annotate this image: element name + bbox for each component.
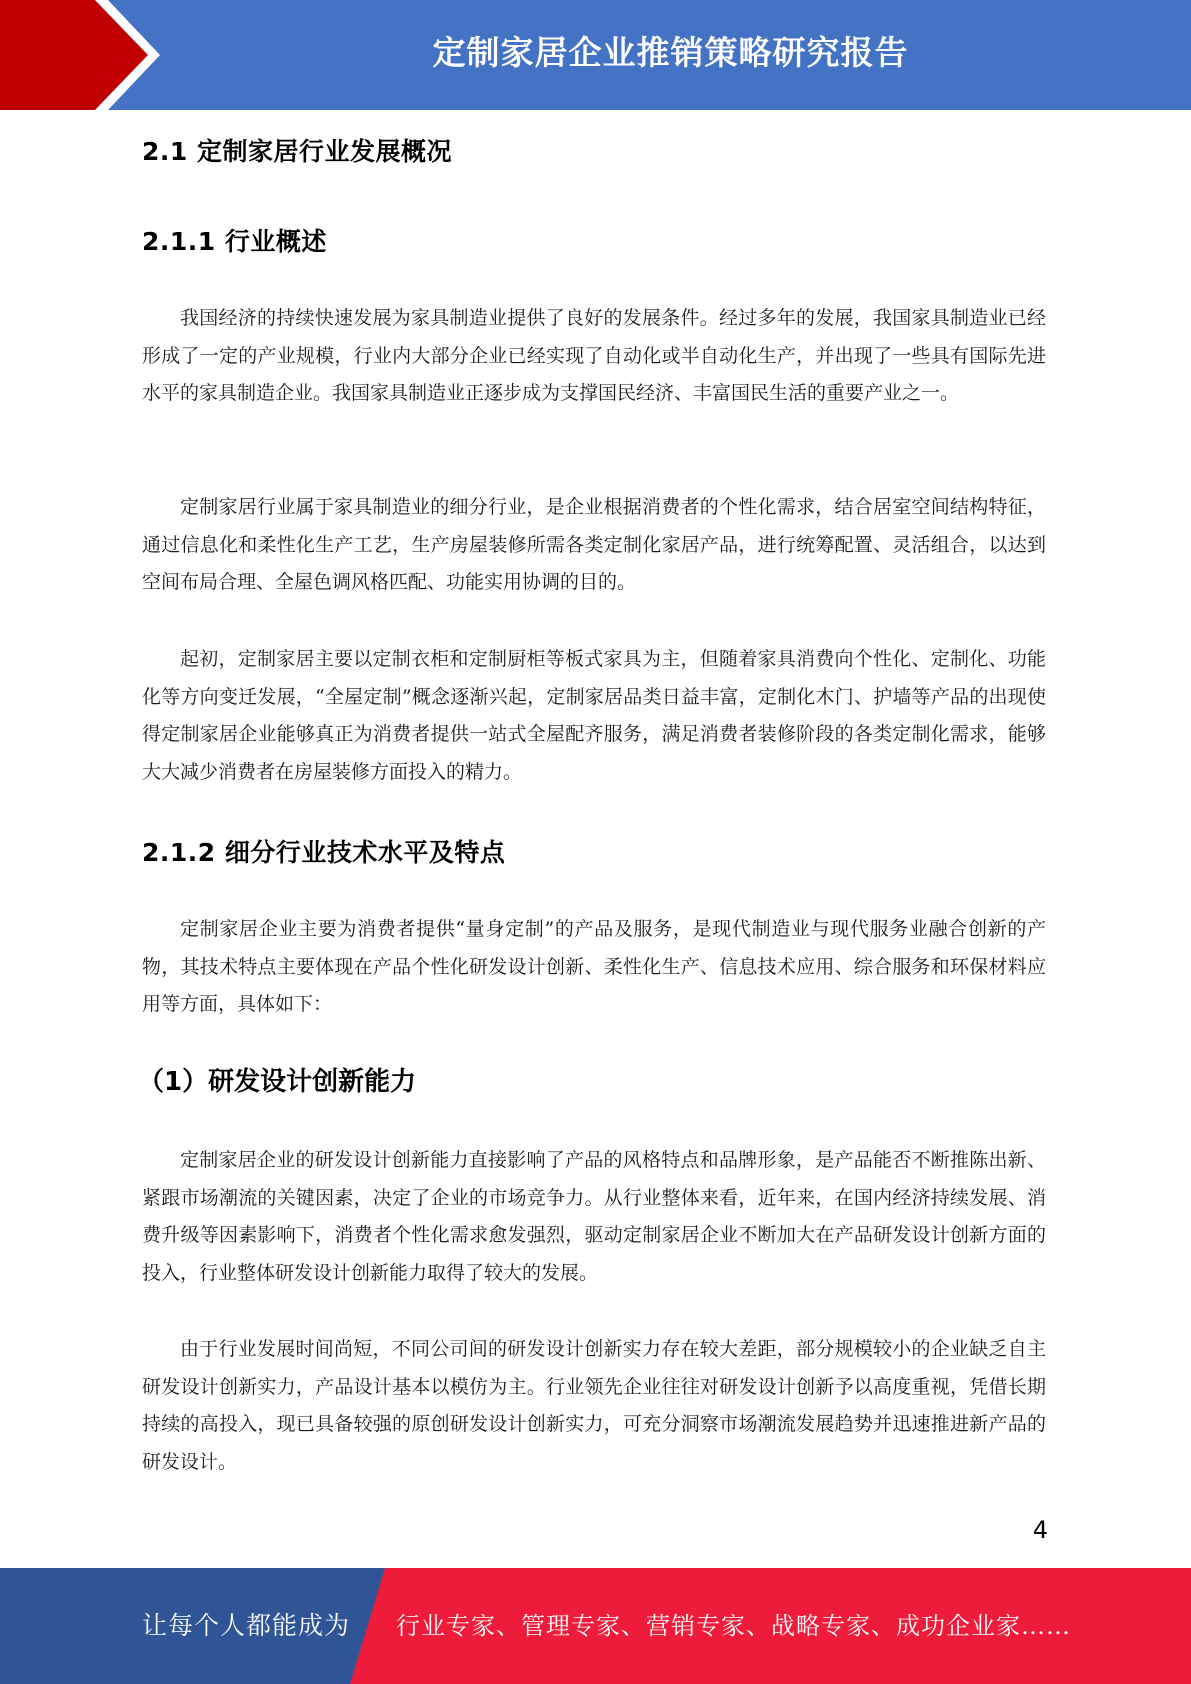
paragraph: 定制家居企业主要为消费者提供“量身定制”的产品及服务，是现代制造业与现代服务业融合创新的产物，其技术特点主要体现在产品个性化研发设计创新、柔性化生产、信息技术应用、综合服务和环保材料应用等方面，具体如下：	[142, 918, 1046, 1016]
footer-slogan-left: 让每个人都能成为	[142, 1611, 351, 1640]
paragraph: 由于行业发展时间尚短，不同公司间的研发设计创新实力存在较大差距，部分规模较小的企业缺乏自主研发设计创新实力，产品设计基本以模仿为主。行业领先企业往往对研发设计创新予以高度重视，凭借长期持续的高投入，现已具备较强的原创研发设计创新实力，可充分洞察市场潮流发展趋势并迅速推进新产品的研发设计。	[142, 1338, 1046, 1473]
subsection-heading-tech-level: 2.1.2 细分行业技术水平及特点	[142, 838, 506, 867]
header-red-arrow-icon	[0, 0, 160, 110]
subsection-heading-rd-innovation: （1）研发设计创新能力	[138, 1067, 417, 1097]
paragraph: 定制家居行业属于家具制造业的细分行业，是企业根据消费者的个性化需求，结合居室空间结构特征，通过信息化和柔性化生产工艺，生产房屋装修所需各类定制化家居产品，进行统筹配置、灵活组合，以达到空间布局合理、全屋色调风格匹配、功能实用协调的目的。	[142, 496, 1046, 594]
paragraph: 定制家居企业的研发设计创新能力直接影响了产品的风格特点和品牌形象，是产品能否不断推陈出新、紧跟市场潮流的关键因素，决定了企业的市场竞争力。从行业整体来看，近年来，在国内经济持续发展、消费升级等因素影响下，消费者个性化需求愈发强烈，驱动定制家居企业不断加大在产品研发设计创新方面的投入，行业整体研发设计创新能力取得了较大的发展。	[142, 1149, 1046, 1284]
page-number: 4	[1032, 1516, 1048, 1544]
page-header	[0, 0, 1191, 110]
paragraph: 起初，定制家居主要以定制衣柜和定制厨柜等板式家具为主，但随着家具消费向个性化、定制化、功能化等方向变迁发展，“全屋定制”概念逐渐兴起，定制家居品类日益丰富，定制化木门、护墙等产品的出现使得定制家居企业能够真正为消费者提供一站式全屋配齐服务，满足消费者装修阶段的各类定制化需求，能够大大减少消费者在房屋装修方面投入的精力。	[142, 648, 1046, 783]
document-title: 定制家居企业推销策略研究报告	[432, 33, 909, 72]
paragraph: 我国经济的持续快速发展为家具制造业提供了良好的发展条件。经过多年的发展，我国家具制造业已经形成了一定的产业规模，行业内大部分企业已经实现了自动化或半自动化生产，并出现了一些具有国际先进水平的家具制造企业。我国家具制造业正逐步成为支撑国民经济、丰富国民生活的重要产业之一。	[142, 307, 1046, 405]
section-heading: 2.1 定制家居行业发展概况	[142, 137, 452, 166]
subsection-heading-industry-overview: 2.1.1 行业概述	[142, 227, 327, 256]
page-footer	[0, 1568, 1191, 1684]
footer-slogan-right: 行业专家、管理专家、营销专家、战略专家、成功企业家……	[396, 1612, 1071, 1640]
